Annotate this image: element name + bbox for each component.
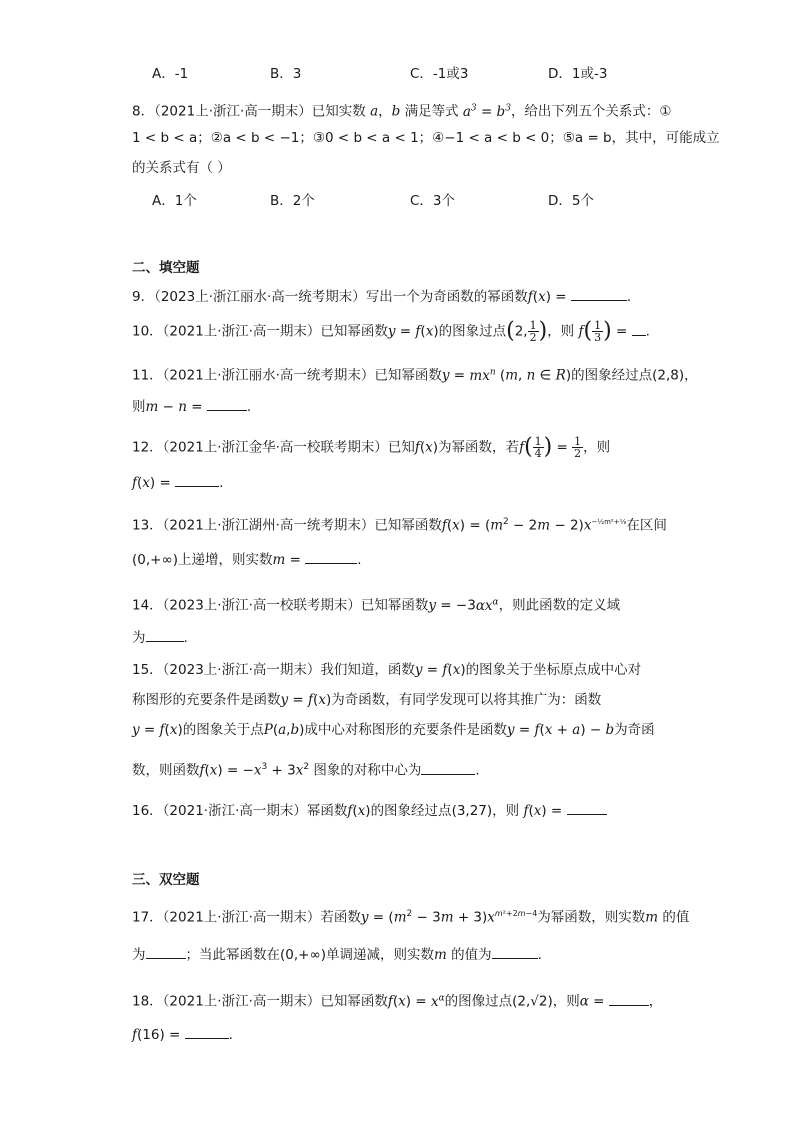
q13-line1: 13．（2021上·浙江湖州·高一统考期末）已知幂函数$f(x) = (m^2 - 2m - 2)x^{-\frac{1}{2}m^2+\frac{1}{8}}$在区间 (132, 517, 667, 534)
q12-line1: 12．（2021上·浙江金华·高一校联考期末）已知f(x)为幂函数，若f( $\frac{1}{4}$ ) = $\frac{1}{2}$ ，则 (132, 434, 611, 460)
q11-line2: 则m − n = . (132, 396, 251, 417)
q10: 10．（2021上·浙江·高一期末）已知幂函数y = f(x)的图象过点(2, $\frac{1}{2}$ )，则 f( $\frac{1}{3}$ ) = . (132, 318, 650, 344)
q15-line1: 15．（2023上·浙江·高一期末）我们知道，函数y = f(x)的图象关于坐标原点成中心对 (132, 662, 642, 678)
q8-option-d: D．5个 (548, 193, 594, 209)
q7-option-b: B．3 (270, 66, 302, 82)
q15-line3: y = f(x)的图象关于点P(a,b)成中心对称图形的充要条件是函数y = f(x + a) − b为奇函 (132, 722, 655, 738)
q15-line4: 数，则函数$f(x) = -x^3 + 3x^2$ 图象的对称中心为 . (132, 757, 480, 781)
q11-line1: 11．（2021上·浙江丽水·高一统考期末）已知幂函数$y = mx^n$ (m, n ∈ R)的图象经过点(2,8)， (132, 367, 698, 384)
q18-line1: 18．（2021上·浙江·高一期末）已知幂函数$f(x) = x^\alpha$的图像过点(2,√2)，则α = ， (132, 988, 662, 1012)
q14-line1: 14．（2023上·浙江·高一校联考期末）已知幂函数$y = -3\alpha x^\alpha$，则此函数的定义域 (132, 597, 621, 614)
q17-line1: 17．（2021上·浙江·高一期末）若函数$y = (m^2 - 3m + 3)x^{m^2+2m-4}$为幂函数，则实数m 的值 (132, 909, 690, 926)
q7-option-c: C．-1或3 (410, 66, 469, 82)
q8-line3: 的关系式有（ ） (132, 160, 231, 176)
section-double-blank: 三、双空题 (132, 872, 200, 888)
q8-option-b: B．2个 (270, 193, 315, 209)
q16: 16．（2021·浙江·高一期末）幂函数f(x)的图象经过点(3,27)，则 f(x) = (132, 800, 607, 821)
section-fill-in-blank: 二、填空题 (132, 260, 200, 276)
q15-line2: 称图形的充要条件是函数y = f(x)为奇函数，有同学发现可以将其推广为：函数 (132, 692, 602, 708)
q12-line2: f(x) = . (132, 472, 223, 493)
q14-line2: 为 . (132, 627, 188, 648)
q9: 9．（2023上·浙江丽水·高一统考期末）写出一个为奇函数的幂函数f(x) = . (132, 286, 631, 307)
q8-option-c: C．3个 (410, 193, 456, 209)
q17-line2: 为 ；当此幂函数在(0,+∞)单调递减，则实数m 的值为 . (132, 944, 542, 965)
q7-option-a: A．-1 (152, 66, 189, 82)
q8-line2: 1 < b < a；②a < b < −1；③0 < b < a < 1；④−1 < a < b < 0；⑤a = b，其中，可能成立 (132, 130, 720, 146)
q18-line2: f(16) = . (132, 1024, 233, 1045)
q13-line2: (0,+∞)上递增，则实数m = . (132, 549, 362, 570)
q8-option-a: A．1个 (152, 193, 197, 209)
q7-option-d: D．1或-3 (548, 66, 608, 82)
q8-line1: 8．（2021上·浙江·高一期末）已知实数 a，b 满足等式 $a^3 = b^3$，给出下列五个关系式：① (132, 103, 672, 120)
